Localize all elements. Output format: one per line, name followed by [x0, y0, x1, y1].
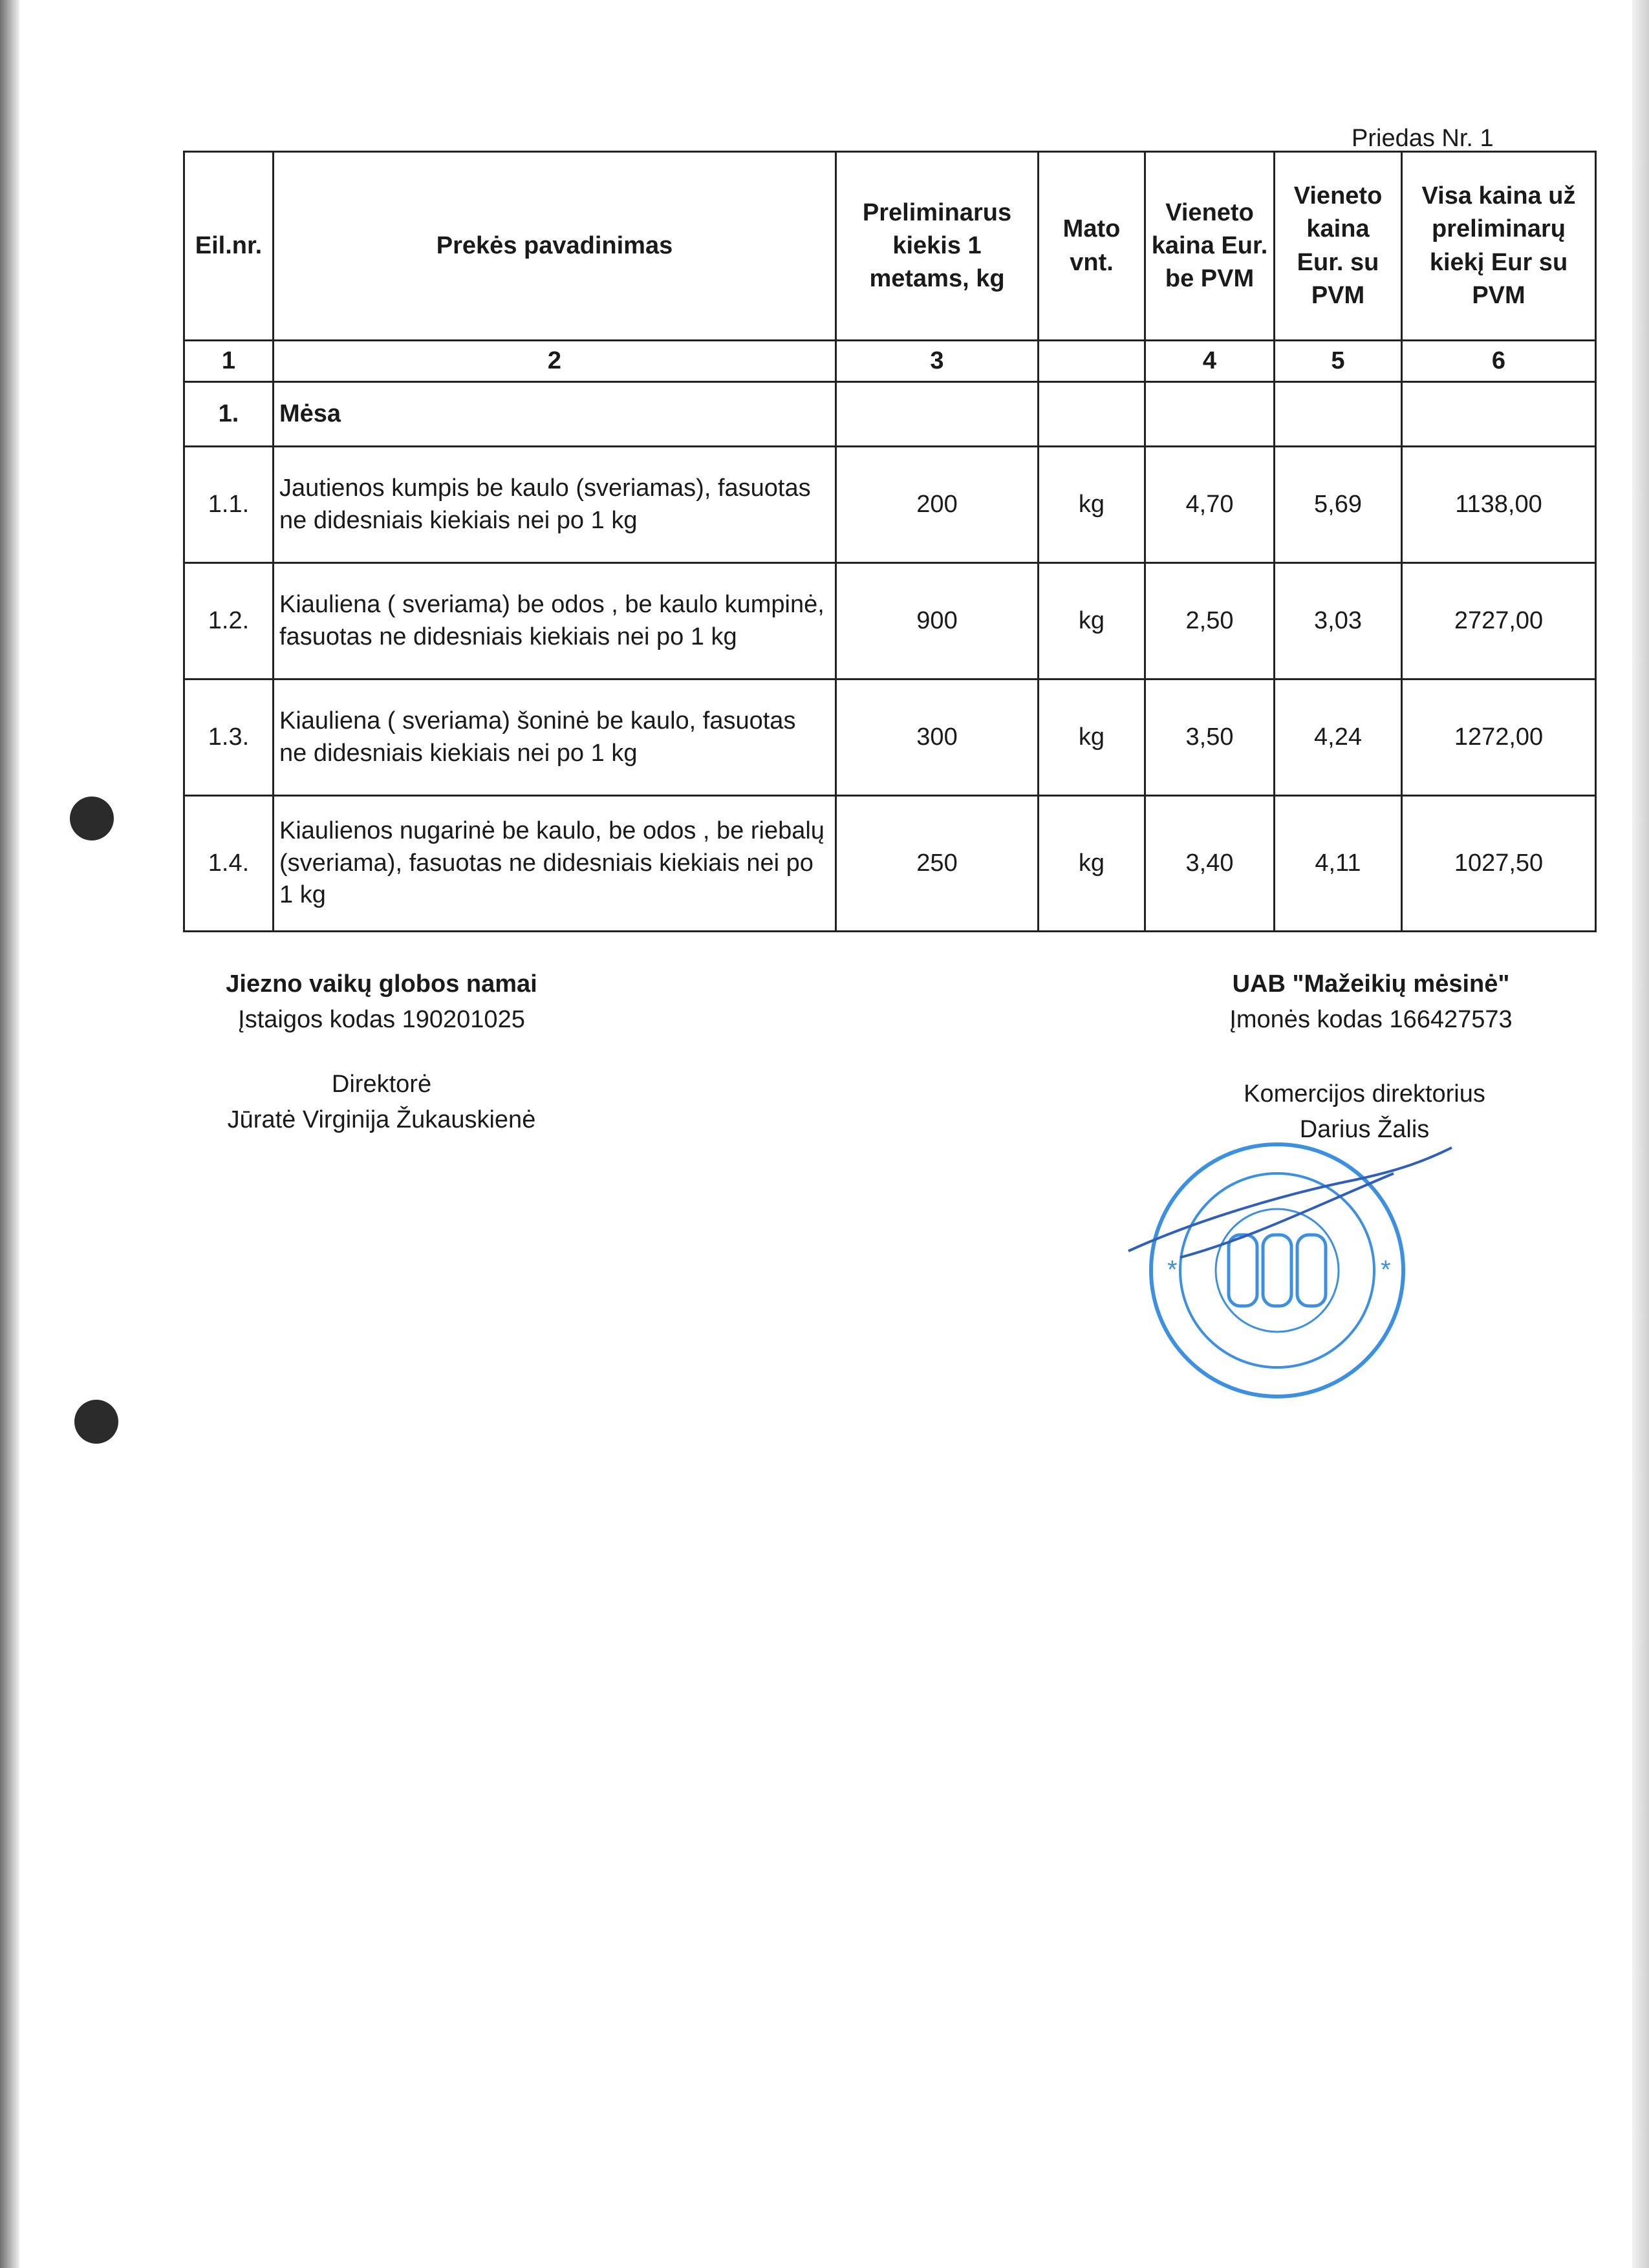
row-price-net: 3,40 [1145, 796, 1275, 932]
company-stamp [1122, 1109, 1458, 1406]
category-row [184, 382, 1596, 447]
header-total: Visa kaina už preliminarų kiekį Eur su PVM [1402, 152, 1596, 341]
header-unit: Mato vnt. [1039, 152, 1145, 341]
colnum-6: 6 [1402, 341, 1596, 382]
buyer-name: Jiezno vaikų globos namai [226, 970, 537, 998]
seller-position: Komercijos direktorius [1244, 1080, 1485, 1107]
table-row [184, 563, 1596, 679]
row-qty: 300 [836, 679, 1039, 796]
row-qty: 200 [836, 447, 1039, 563]
colnum-5: 5 [1275, 341, 1402, 382]
table-row [184, 447, 1596, 563]
row-unit: kg [1039, 796, 1145, 932]
row-unit: kg [1039, 447, 1145, 563]
row-price-net: 3,50 [1145, 679, 1275, 796]
category-name: Mėsa [274, 382, 836, 447]
row-name: Kiauliena ( sveriama) šoninė be kaulo, fasuotas ne didesniais kiekiais nei po 1 kg [274, 679, 836, 796]
svg-text:*: * [1381, 1256, 1391, 1284]
row-price-vat: 4,11 [1275, 796, 1402, 932]
seller-block [1158, 967, 1584, 1038]
colnum-blank [1039, 341, 1145, 382]
table-row [184, 679, 1596, 796]
row-price-vat: 4,24 [1275, 679, 1402, 796]
scan-edge-right [1632, 0, 1649, 2268]
row-name: Jautienos kumpis be kaulo (sveriamas), fasuotas ne didesniais kiekiais nei po 1 kg [274, 447, 836, 563]
row-num: 1.4. [184, 796, 274, 932]
category-num: 1. [184, 382, 274, 447]
row-qty: 250 [836, 796, 1039, 932]
row-num: 1.1. [184, 447, 274, 563]
buyer-position: Direktorė [331, 1071, 432, 1098]
buyer-block [188, 967, 576, 1038]
row-total: 1138,00 [1402, 447, 1596, 563]
row-total: 1027,50 [1402, 796, 1596, 932]
punch-hole-bottom [74, 1400, 118, 1444]
header-name: Prekės pavadinimas [274, 152, 836, 341]
row-price-vat: 3,03 [1275, 563, 1402, 679]
row-total: 1272,00 [1402, 679, 1596, 796]
colnum-4: 4 [1145, 341, 1275, 382]
header-row [184, 152, 1596, 341]
row-price-vat: 5,69 [1275, 447, 1402, 563]
header-price-net: Vieneto kaina Eur. be PVM [1145, 152, 1275, 341]
svg-text:*: * [1167, 1256, 1178, 1284]
seller-code: Įmonės kodas 166427573 [1229, 1006, 1513, 1034]
punch-hole-top [70, 797, 114, 840]
table-row [184, 796, 1596, 932]
header-price-vat: Vieneto kaina Eur. su PVM [1275, 152, 1402, 341]
seller-person: Darius Žalis [1299, 1116, 1430, 1144]
row-num: 1.3. [184, 679, 274, 796]
buyer-person: Jūratė Virginija Žukauskienė [227, 1106, 536, 1134]
buyer-signatory [188, 1067, 576, 1138]
price-table [183, 151, 1597, 932]
row-unit: kg [1039, 679, 1145, 796]
row-unit: kg [1039, 563, 1145, 679]
buyer-code: Įstaigos kodas 190201025 [238, 1006, 525, 1034]
row-num: 1.2. [184, 563, 274, 679]
column-number-row [184, 341, 1596, 382]
annex-label: Priedas Nr. 1 [1352, 125, 1494, 152]
row-total: 2727,00 [1402, 563, 1596, 679]
header-num: Eil.nr. [184, 152, 274, 341]
colnum-3: 3 [836, 341, 1039, 382]
row-qty: 900 [836, 563, 1039, 679]
colnum-2: 2 [274, 341, 836, 382]
seller-name: UAB "Mažeikių mėsinė" [1232, 970, 1510, 998]
colnum-1: 1 [184, 341, 274, 382]
row-price-net: 2,50 [1145, 563, 1275, 679]
row-name: Kiauliena ( sveriama) be odos , be kaulo kumpinė, fasuotas ne didesniais kiekiais nei po 1 kg [274, 563, 836, 679]
scan-edge-left [0, 0, 19, 2268]
row-name: Kiaulienos nugarinė be kaulo, be odos , be riebalų (sveriama), fasuotas ne didesniais kiekiais nei po 1 kg [274, 796, 836, 932]
row-price-net: 4,70 [1145, 447, 1275, 563]
header-qty: Preliminarus kiekis 1 metams, kg [836, 152, 1039, 341]
